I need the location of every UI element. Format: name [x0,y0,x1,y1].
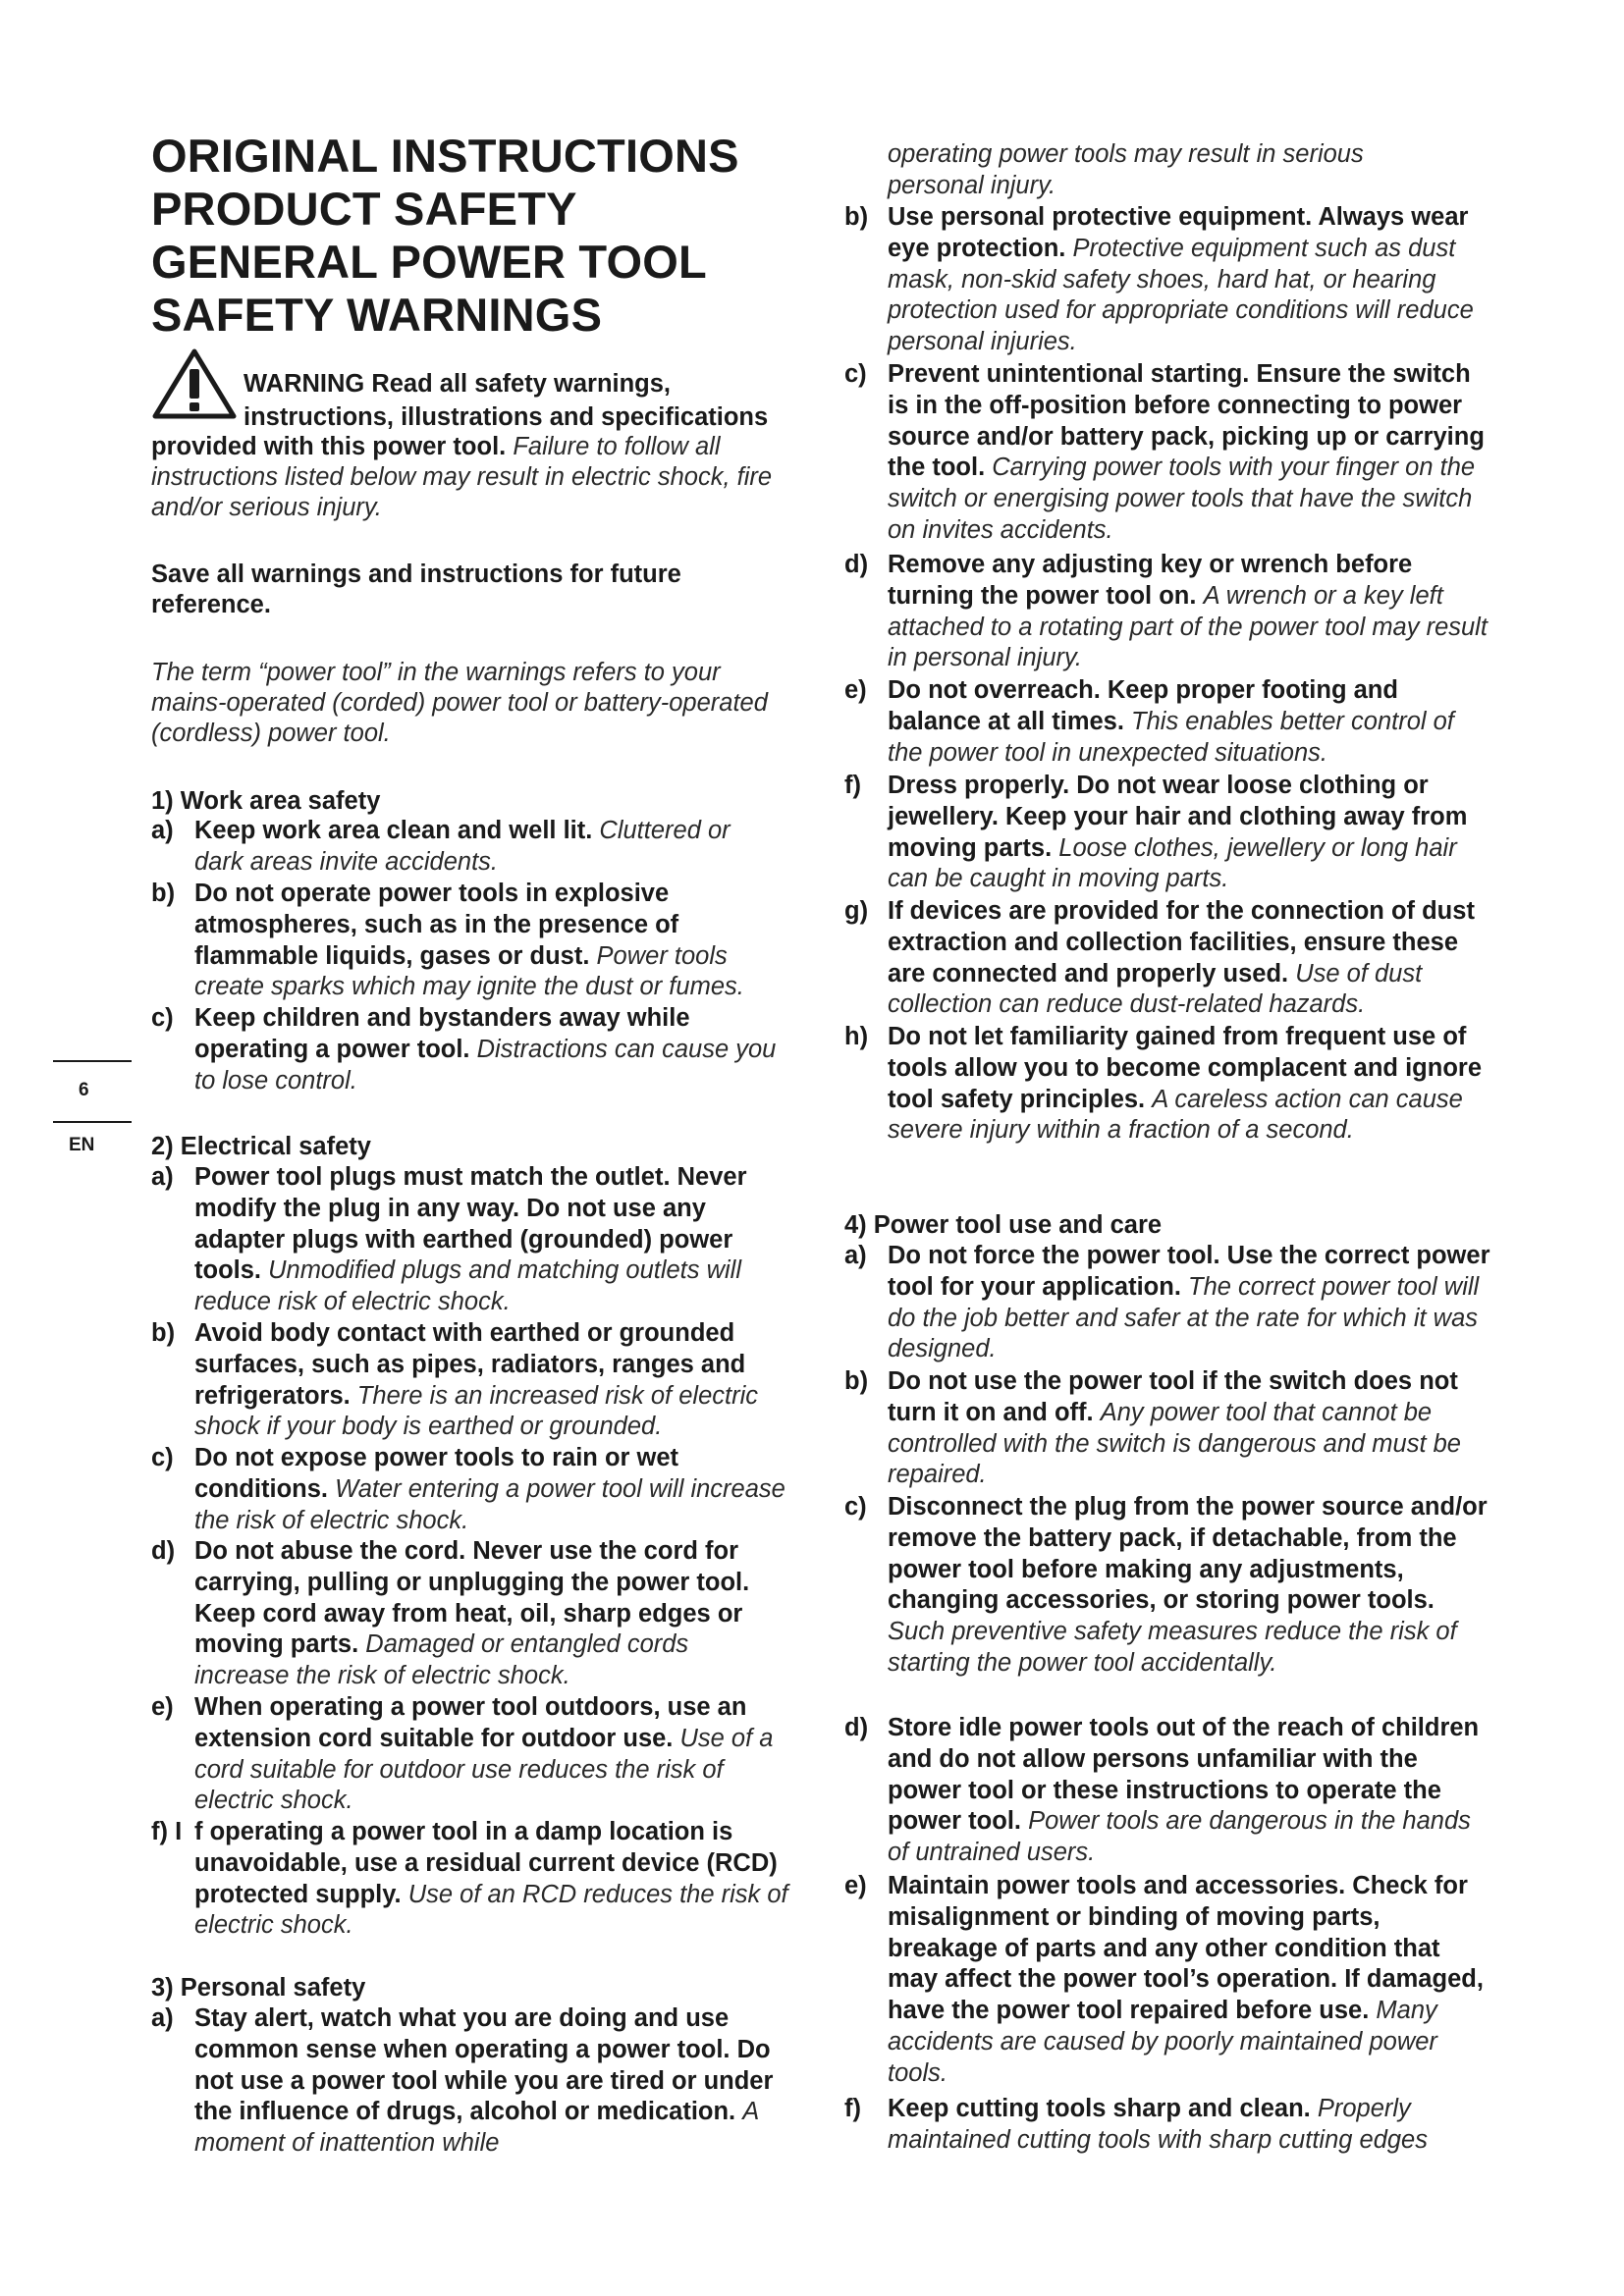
item-italic: Water entering a power tool will increase the risk of electric shock. [194,1474,785,1534]
list-item [844,1871,1492,2090]
item-italic: Use of dust collection can reduce dust-related hazards. [888,959,1423,1019]
item-italic: Many accidents are caused by poorly maintained power tools. [888,1997,1437,2087]
list-item [844,675,1492,769]
list-item [844,2094,1492,2157]
item-label: b) [844,1367,869,1395]
item-italic: Power tools create sparks which may ignite the dust or fumes. [194,941,744,1001]
item-label: d) [844,551,869,578]
item-bold: Do not expose power tools to rain or wet conditions. [194,1444,679,1503]
item-bold: Do not let familiarity gained from frequent use of tools allow you to become complacent and ignore tool safety principles. [888,1023,1483,1113]
warning-line-2: instructions, illustrations and specifications [244,403,769,431]
list-item [151,1318,789,1443]
item-label: e) [844,1872,867,1899]
list-item [844,896,1492,1021]
list-item [151,816,780,879]
item-italic: Distractions can cause you to lose control. [194,1035,777,1095]
item-label: b) [151,1319,176,1347]
item-label: d) [844,1714,869,1741]
margin-rule-top [53,1060,132,1062]
item-label: f) I [151,1818,183,1845]
warning-triangle-icon [151,346,238,422]
item-label: e) [844,676,867,704]
item-bold: Power tool plugs must match the outlet. Never modify the plug in any way. Do not use any adapter plugs with earthed (grounded) power tools. [194,1163,747,1285]
item-label: g) [844,897,869,925]
item-bold: Stay alert, watch what you are doing and use common sense when operating a power tool. Do not use a power tool while you are tired or under the influence of drugs, alcohol or medication. [194,2004,774,2126]
list-item [151,1536,789,1692]
list-item [151,1692,789,1817]
page-title [151,130,739,342]
warning-italic: Failure to follow all instructions listed below may result in electric shock, fire and/or serious injury. [151,433,773,521]
item-bold: Maintain power tools and accessories. Check for misalignment or binding of moving parts, breakage of parts and any other condition that may affect the power tool’s operation. If damaged, have the power tool repaired before use. [888,1872,1484,2025]
item-label: b) [844,203,869,231]
item-label: a) [844,1242,867,1269]
item-italic: Cluttered or dark areas invite accidents. [194,817,731,876]
list-item [844,202,1492,358]
title-line: GENERAL POWER TOOL [151,236,707,288]
list-item [844,1241,1492,1365]
item-label: c) [844,360,867,388]
item-bold: Do not overreach. Keep proper footing and balance at all times. [888,676,1398,735]
item-italic: Use of a cord suitable for outdoor use reduces the risk of electric shock. [194,1724,774,1815]
list-item [151,1003,780,1096]
item-label: a) [151,2004,174,2032]
item-label: a) [151,1163,174,1191]
item-italic: This enables better control of the power tool in unexpected situations. [888,707,1454,767]
list-item [151,1443,789,1536]
warning-bold: provided with this power tool. [151,433,507,460]
item-bold: When operating a power tool outdoors, use an extension cord suitable for outdoor use. [194,1693,747,1752]
title-line: SAFETY WARNINGS [151,289,603,341]
warning-text [151,432,799,523]
save-note: Save all warnings and instructions for future reference. [151,561,681,618]
list-item [151,879,780,1003]
item-italic: Any power tool that cannot be controlled with the switch is dangerous and must be repaired. [888,1398,1461,1489]
item-label: d) [151,1537,176,1565]
language-tab: EN [69,1135,95,1155]
item-italic: Such preventive safety measures reduce the risk of starting the power tool accidentally. [888,1618,1457,1677]
item-bold: Use personal protective equipment. Always wear eye protection. [888,203,1469,262]
item-label: h) [844,1023,869,1050]
title-line: ORIGINAL INSTRUCTIONS [151,130,739,182]
list-item [151,1162,789,1318]
item-bold: Keep work area clean and well lit. [194,817,593,844]
margin-rule-bottom [53,1121,132,1123]
item-italic: A wrench or a key left attached to a rotating part of the power tool may result in personal injury. [888,581,1488,672]
title-line: PRODUCT SAFETY [151,183,577,235]
item-italic: Properly maintained cutting tools with sharp cutting edges [888,2095,1428,2154]
item-bold: Dress properly. Do not wear loose clothing or jewellery. Keep your hair and clothing away from moving parts. [888,772,1468,862]
item-bold: Keep children and bystanders away while operating a power tool. [194,1004,690,1063]
item-italic: Carrying power tools with your finger on the switch or energising power tools that have the switch on invites accidents. [888,454,1476,544]
item-label: f) [844,772,861,799]
item-italic: The correct power tool will do the job better and safer at the rate for which it was designed. [888,1272,1480,1363]
list-item [151,1817,789,1942]
item-italic: Power tools are dangerous in the hands of untrained users. [888,1807,1471,1867]
term-note: The term “power tool” in the warnings refers to your mains-operated (corded) power tool or battery-operated (cordless) power tool. [151,659,768,747]
page-number: 6 [79,1080,89,1100]
item-bold: f operating a power tool in a damp location is unavoidable, use a residual current device (RCD) protected supply. [194,1818,778,1908]
item-bold: Prevent unintentional starting. Ensure the switch is in the off-position before connecting to power source and/or battery pack, picking up or carrying the tool. [888,360,1485,482]
warning-line-1: WARNING Read all safety warnings, [244,370,672,398]
item-italic: operating power tools may result in serious personal injury. [888,140,1364,199]
list-item [844,771,1492,895]
list-item [151,2003,789,2160]
item-bold: Store idle power tools out of the reach of children and do not allow persons unfamiliar with the power tool or these instructions to operate the power tool. [888,1714,1480,1836]
item-italic: A moment of inattention while [194,2098,759,2158]
item-italic: A careless action can cause severe injury within a fraction of a second. [888,1085,1463,1145]
list-item [844,1022,1492,1147]
item-label: c) [844,1493,867,1521]
item-label: f) [844,2095,861,2122]
list-item [844,1492,1492,1680]
list-item [844,550,1492,674]
item-label: e) [151,1693,174,1721]
item-italic: There is an increased risk of electric shock if your body is earthed or grounded. [194,1381,758,1441]
item-bold: Keep cutting tools sharp and clean. [888,2095,1311,2122]
item-bold: If devices are provided for the connection of dust extraction and collection facilities, ensure these are connected and properly used. [888,897,1475,988]
item-italic: Unmodified plugs and matching outlets will reduce risk of electric shock. [194,1256,742,1316]
item-italic: Use of an RCD reduces the risk of electric shock. [194,1880,788,1940]
list-item [844,1366,1492,1491]
item-bold: Do not use the power tool if the switch does not turn it on and off. [888,1367,1458,1426]
section-heading: 2) Electrical safety [151,1133,371,1160]
item-label: a) [151,817,174,844]
item-label: c) [151,1004,174,1032]
item-bold: Do not operate power tools in explosive atmospheres, such as in the presence of flammable liquids, gases or dust. [194,880,679,970]
section-heading: 1) Work area safety [151,787,381,815]
list-item [844,359,1492,547]
item-bold: Do not abuse the cord. Never use the cord for carrying, pulling or unplugging the power tool. Keep cord away from heat, oil, sharp edges or moving parts. [194,1537,750,1659]
item-italic: Loose clothes, jewellery or long hair can be caught in moving parts. [888,833,1457,893]
item-label: b) [151,880,176,907]
section-heading: 4) Power tool use and care [844,1211,1163,1239]
item-italic: Protective equipment such as dust mask, non-skid safety shoes, hard hat, or hearing protection used for appropriate conditions will reduce personal injuries. [888,234,1474,356]
continued-text [844,139,1453,202]
list-item [844,1713,1492,1869]
item-label: c) [151,1444,174,1471]
item-bold: Remove any adjusting key or wrench before turning the power tool on. [888,551,1413,610]
item-bold: Avoid body contact with earthed or grounded surfaces, such as pipes, radiators, ranges and refrigerators. [194,1319,746,1410]
section-heading: 3) Personal safety [151,1974,366,2002]
item-bold: Do not force the power tool. Use the correct power tool for your application. [888,1242,1490,1301]
item-bold: Disconnect the plug from the power source and/or remove the battery pack, if detachable, from the power tool before making any adjustments, changing accessories, or storing power tools. [888,1493,1488,1615]
item-italic: Damaged or entangled cords increase the risk of electric shock. [194,1630,689,1690]
